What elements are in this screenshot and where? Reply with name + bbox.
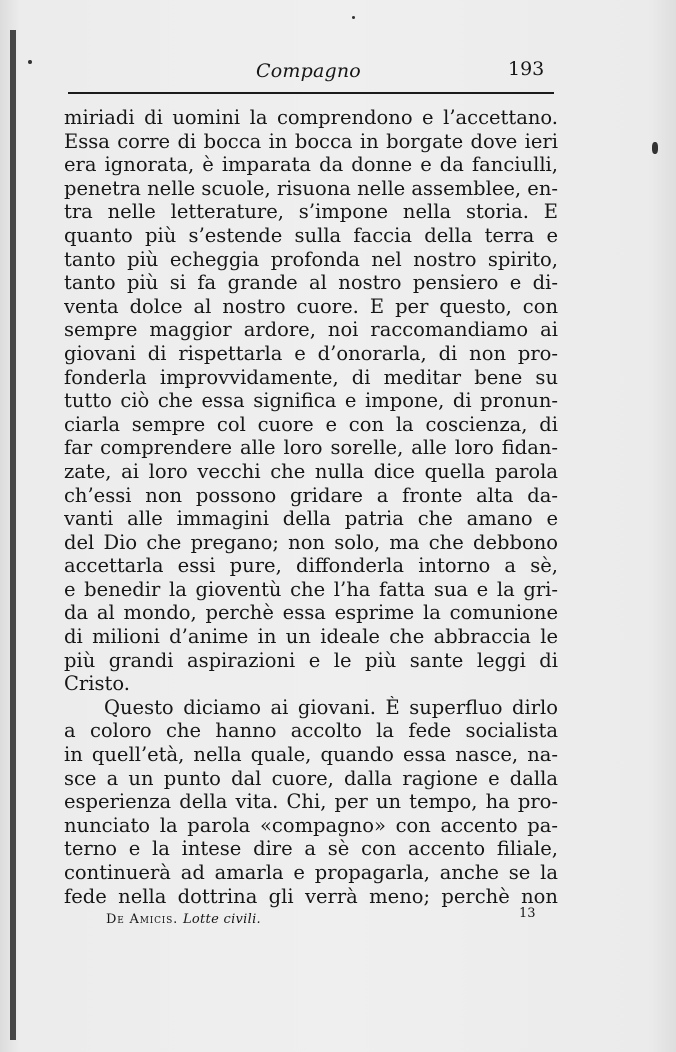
text-line: fonderla improvvidamente, di meditar bene su [64,365,558,389]
text-line: di milioni d’anime in un ideale che abbraccia le [64,625,558,649]
text-line: vanti alle immagini della patria che amano e [64,507,558,531]
signature-work: Lotte civili. [182,912,261,927]
text-line: quanto più s’estende sulla faccia della terra e [64,223,558,247]
text-line: terno e la intese dire a sè con accento filiale, [64,837,558,861]
text-line: a coloro che hanno accolto la fede socialista [64,719,558,743]
page-number: 193 [508,58,545,80]
text-line: tutto ciò che essa significa e impone, di pronun- [64,389,558,413]
text-line: nunciato la parola «compagno» con accento pa- [64,813,558,837]
text-line: accettarla essi pure, diffonderla intorno a sè, [64,554,558,578]
page-footer [0,906,676,936]
text-line: miriadi di uomini la comprendono e l’accettano. [64,106,558,129]
running-title: Compagno [256,60,361,82]
paragraph-start-line: Questo diciamo ai giovani. È superfluo dirlo [104,695,558,719]
text-line: Essa corre di bocca in bocca in borgate dove ieri [64,129,558,153]
text-line: tra nelle letterature, s’impone nella storia. E [64,200,558,224]
text-line: tanto più echeggia profonda nel nostro spirito, [64,247,558,271]
ink-speck [352,16,355,19]
text-line: del Dio che pregano; non solo, ma che debbono [64,530,558,554]
sheet-number: 13 [519,906,536,921]
text-line: zate, ai loro vecchi che nulla dice quella parola [64,459,558,483]
signature-author: De Amicis. [106,912,179,927]
text-line: ch’essi non possono gridare a fronte alta da- [64,483,558,507]
text-line: sce a un punto dal cuore, dalla ragione e dalla [64,766,558,790]
text-line: tanto più si fa grande al nostro pensiero e di- [64,271,558,295]
book-signature [106,912,261,927]
text-line: in quell’età, nella quale, quando essa nasce, na- [64,743,558,767]
text-line: esperienza della vita. Chi, per un tempo, ha pro- [64,790,558,814]
text-line: venta dolce al nostro cuore. E per questo, con [64,294,558,318]
text-line: continuerà ad amarla e propagarla, anche se la [64,861,558,884]
paragraph-end-line: Cristo. [64,672,130,696]
page-header [0,54,676,84]
text-line: era ignorata, è imparata da donne e da fanciulli, [64,153,558,177]
text-line: penetra nelle scuole, risuona nelle assemblee, en- [64,176,558,200]
text-line: giovani di rispettarla e d’onorarla, di non pro- [64,341,558,365]
ink-speck [652,142,658,154]
text-line: ciarla sempre col cuore e con la coscienza, di [64,412,558,436]
body-text [64,106,558,908]
text-line: da al mondo, perchè essa esprime la comunione [64,601,558,625]
text-line: più grandi aspirazioni e le più sante leggi di [64,648,558,672]
text-line: far comprendere alle loro sorelle, alle loro fidan- [64,436,558,460]
text-line: e benedir la gioventù che l’ha fatta sua e la gri- [64,577,558,601]
header-rule [68,92,554,94]
text-line: fede nella dottrina gli verrà meno; perchè non [64,884,558,908]
text-line: sempre maggior ardore, noi raccomandiamo ai [64,318,558,342]
binding-shadow [10,30,16,1040]
